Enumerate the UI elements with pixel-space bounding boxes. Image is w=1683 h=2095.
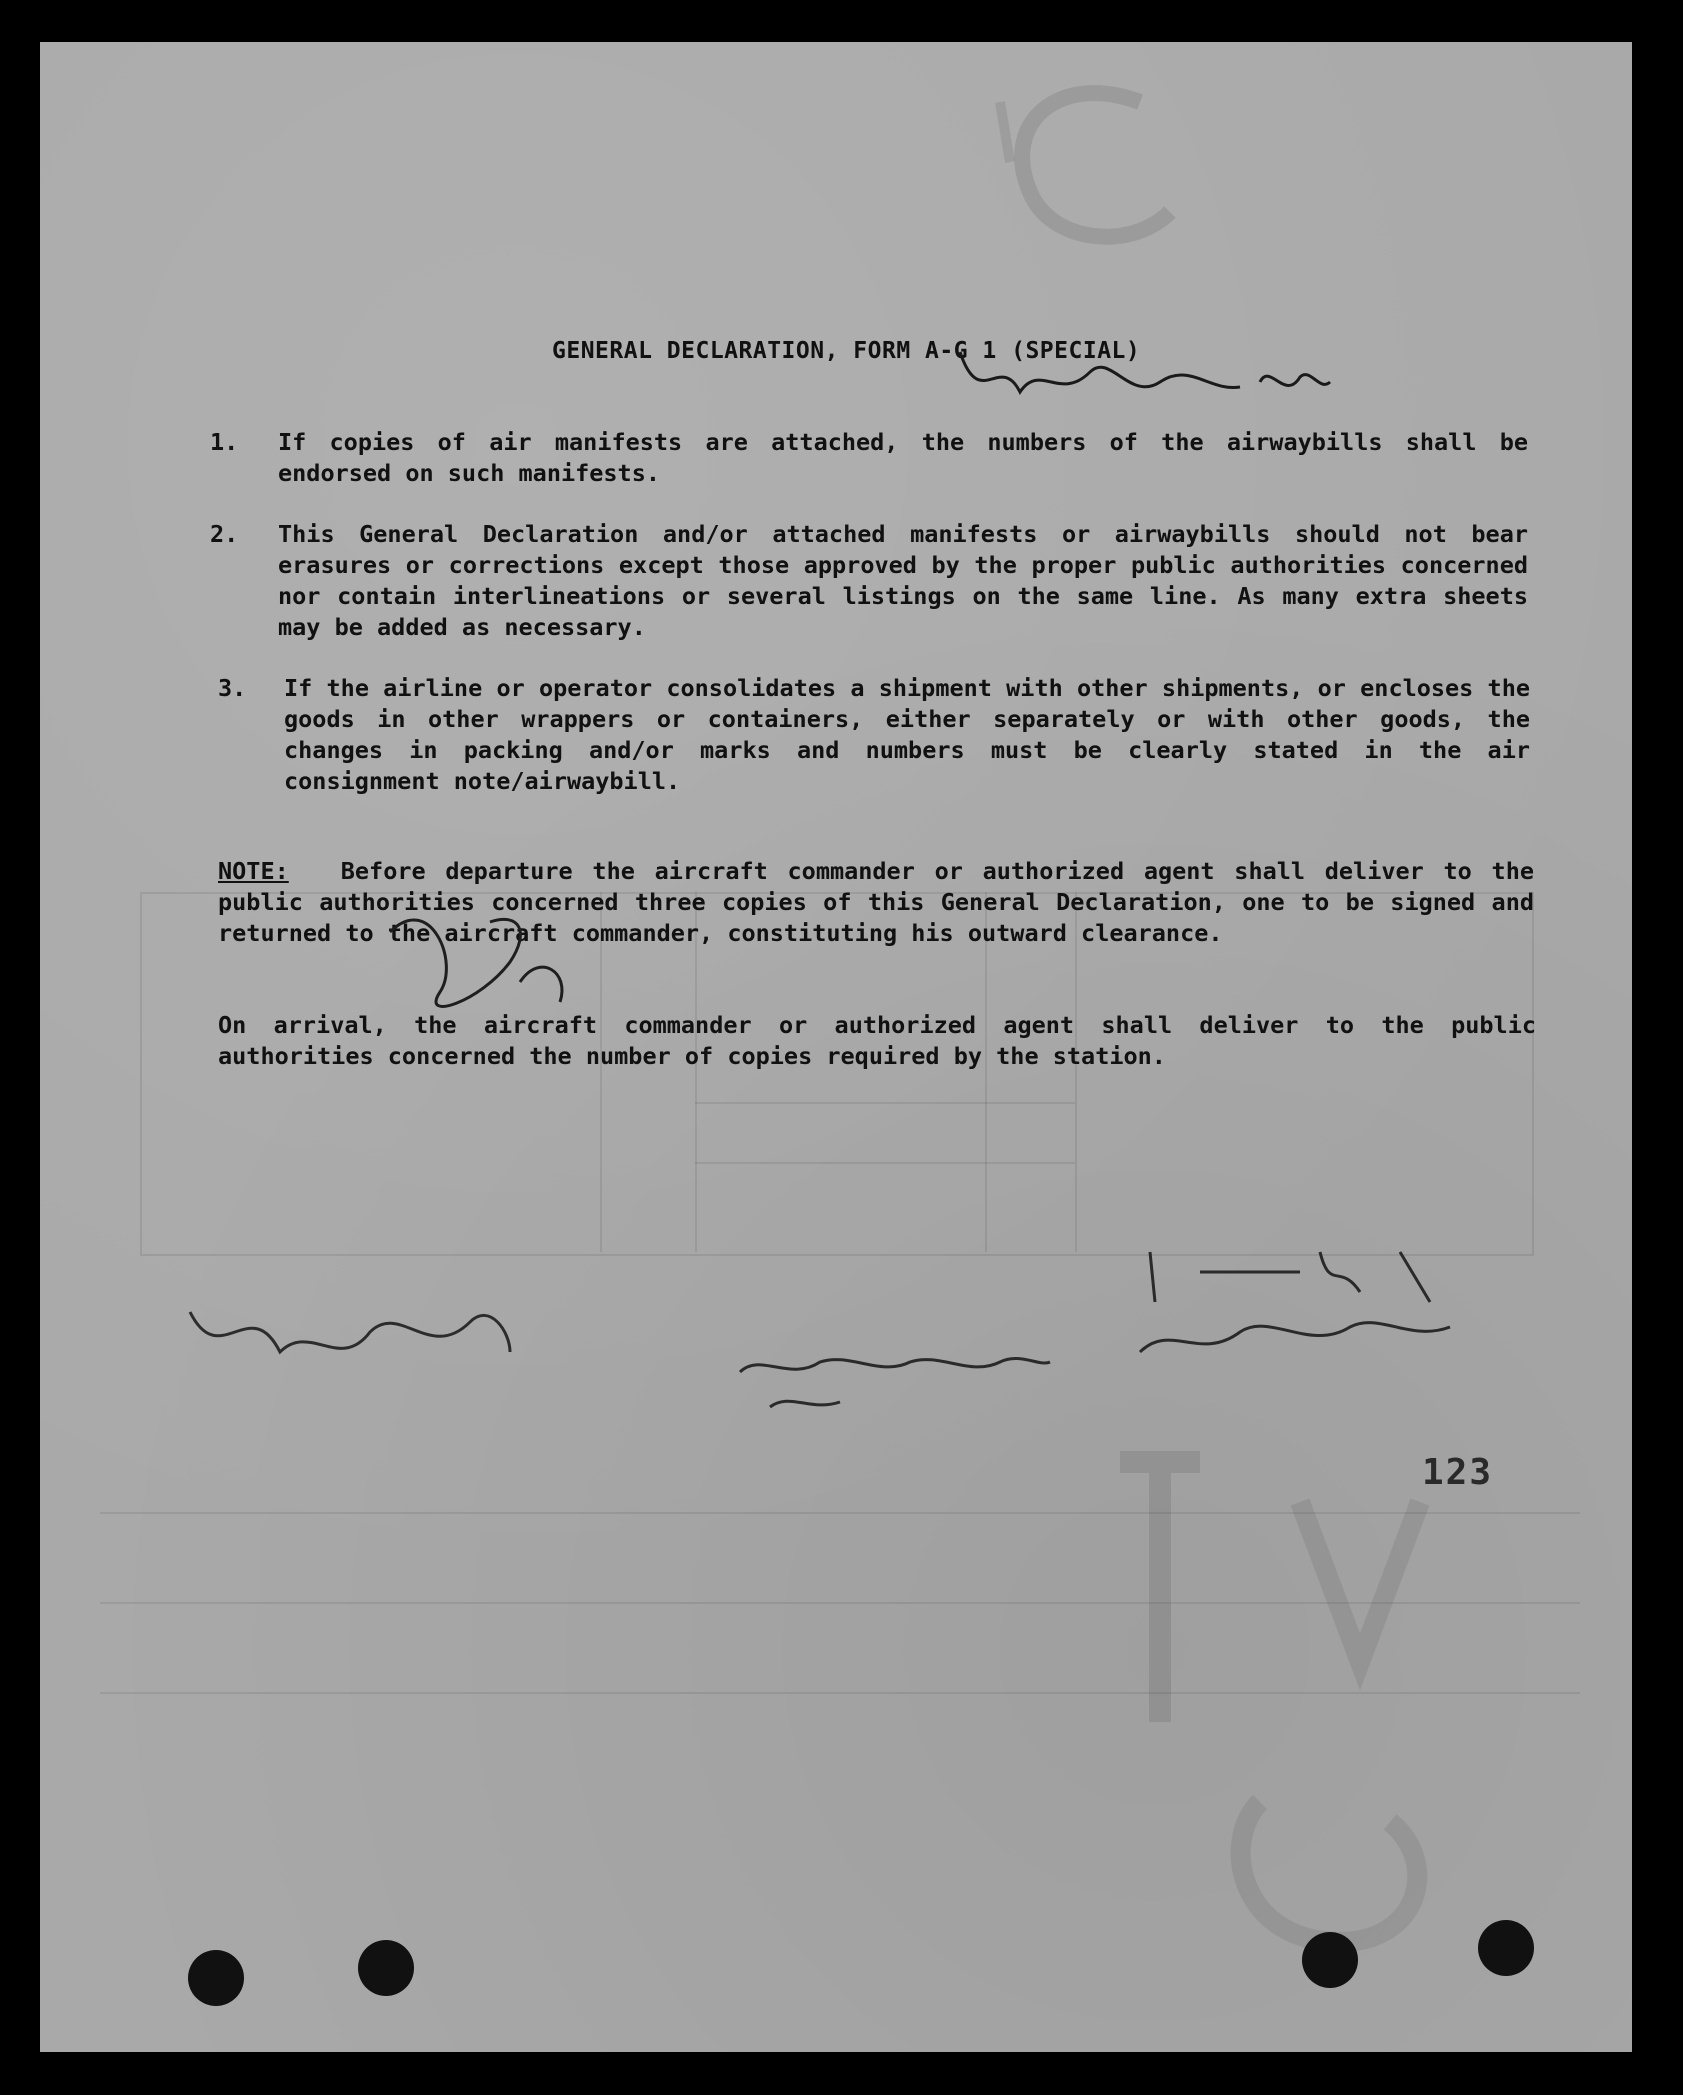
faint-stamp-impression [940, 62, 1200, 292]
form-title: GENERAL DECLARATION, FORM A-G 1 (SPECIAL) [552, 338, 1141, 364]
handwritten-signature [170, 1272, 530, 1392]
item-text: If the airline or operator consolidates a shipment with other shipments, or encloses the goods in other wrappers or containers, either separately or with other goods, the changes in packing and/or marks and numbers must be clearly stated in the air consignment note/airwaybill. [284, 674, 1530, 795]
punch-hole [358, 1940, 414, 1996]
note-text: Before departure the aircraft commander or authorized agent shall deliver to the public authorities concerned three copies of this General Declaration, one to be signed and returned to the aircraft commander, constituting his outward clearance. [218, 857, 1534, 947]
punch-hole [1478, 1920, 1534, 1976]
item-text: If copies of air manifests are attached, the numbers of the airwaybills shall be endorsed on such manifests. [278, 428, 1528, 487]
punch-hole [1302, 1932, 1358, 1988]
item-text: This General Declaration and/or attached manifests or airwaybills should not bear erasures or corrections except those approved by the proper public authorities concerned nor contain interlineations or several listings on the same line. As many extra sheets may be added as necessary. [278, 520, 1528, 641]
handwritten-notation [730, 1332, 1060, 1422]
stamped-number: 123 [1422, 1452, 1494, 1493]
item-number: 2. [210, 520, 239, 548]
handwritten-signature [370, 872, 610, 1032]
note-label: NOTE: [218, 857, 289, 885]
item-number: 3. [218, 674, 247, 702]
handwritten-notation [1120, 1232, 1480, 1372]
punch-hole [188, 1950, 244, 2006]
show-through-rule [695, 1162, 1075, 1164]
document-page [40, 42, 1632, 2052]
show-through-rule [695, 1102, 1075, 1104]
faint-stamp-impression [1060, 1422, 1480, 1982]
handwritten-initials [940, 332, 1360, 422]
item-number: 1. [210, 428, 239, 456]
arrival-paragraph: On arrival, the aircraft commander or authorized agent shall deliver to the public authorities concerned the number of copies required by the station. [218, 1011, 1536, 1070]
